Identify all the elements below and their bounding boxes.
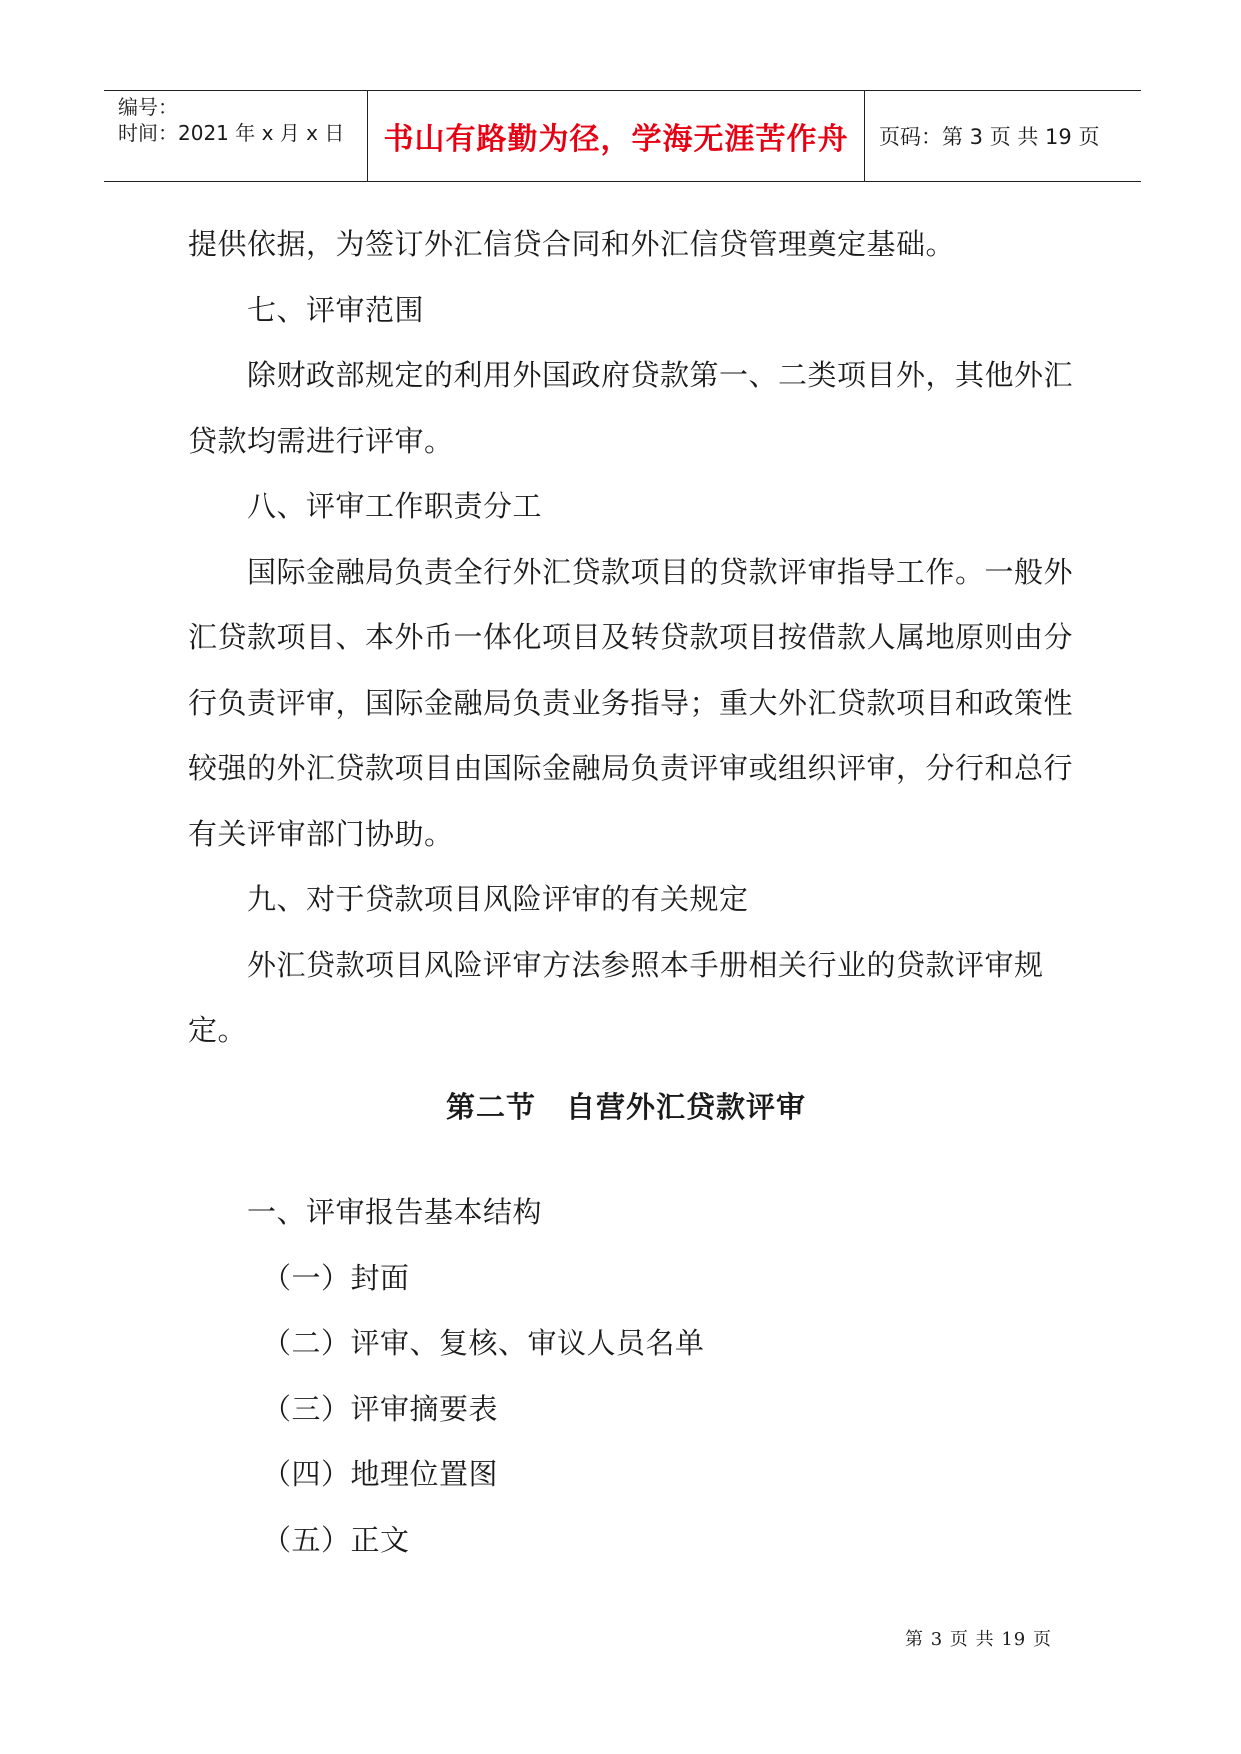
report-structure-list xyxy=(188,1180,1064,1573)
body-line: 除财政部规定的利用外国政府贷款第一、二类项目外，其他外汇 xyxy=(247,358,1074,392)
body-line: 定。 xyxy=(188,1013,248,1047)
list-item: （三）评审摘要表 xyxy=(262,1391,499,1426)
body-line: 提供依据，为签订外汇信贷合同和外汇信贷管理奠定基础。 xyxy=(188,227,956,261)
list-item: （五）正文 xyxy=(262,1522,410,1557)
body-line: 汇贷款项目、本外币一体化项目及转贷款项目按借款人属地原则由分 xyxy=(188,620,1074,654)
list-item: （四）地理位置图 xyxy=(262,1457,499,1491)
section-number: 第二节 xyxy=(445,1090,536,1124)
body-line: 贷款均需进行评审。 xyxy=(188,423,454,458)
page-header xyxy=(104,90,1141,182)
subheading-risk: 九、对于贷款项目风险评审的有关规定 xyxy=(247,882,749,916)
list-heading: 一、评审报告基本结构 xyxy=(247,1195,543,1229)
body-line: 较强的外汇贷款项目由国际金融局负责评审或组织评审，分行和总行 xyxy=(188,751,1074,785)
list-item: （一）封面 xyxy=(262,1260,410,1295)
body-line: 外汇贷款项目风险评审方法参照本手册相关行业的贷款评审规 xyxy=(247,947,1044,982)
body-line: 国际金融局负责全行外汇贷款项目的贷款评审指导工作。一般外 xyxy=(247,554,1074,589)
list-item: （二）评审、复核、审议人员名单 xyxy=(262,1326,705,1360)
body-line: 有关评审部门协助。 xyxy=(188,816,454,851)
document-number-label: 编号： xyxy=(118,95,178,119)
header-motto: 书山有路勤为径，学海无涯苦作舟 xyxy=(368,91,865,181)
document-time-label: 时间：2021 年 x 月 x 日 xyxy=(118,121,345,145)
subheading-duties: 八、评审工作职责分工 xyxy=(247,489,543,523)
section-title xyxy=(188,1085,1064,1126)
subheading-scope: 七、评审范围 xyxy=(247,292,425,327)
header-page-info: 页码：第 3 页 共 19 页 xyxy=(879,125,1100,149)
page-footer: 第 3 页 共 19 页 xyxy=(905,1629,1052,1650)
section-name: 自营外汇贷款评审 xyxy=(566,1090,807,1124)
body-line: 行负责评审，国际金融局负责业务指导；重大外汇贷款项目和政策性 xyxy=(188,685,1074,720)
header-meta xyxy=(104,91,368,181)
body-text xyxy=(188,212,1074,1064)
